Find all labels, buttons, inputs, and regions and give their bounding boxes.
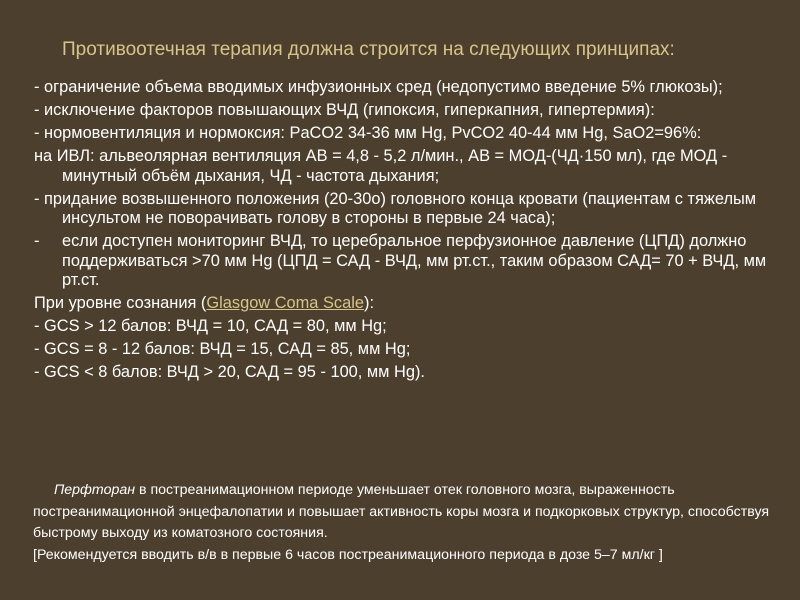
- bullet: -: [34, 232, 40, 250]
- glasgow-coma-scale-link[interactable]: Glasgow Coma Scale: [206, 294, 364, 312]
- note-recommendation: [Рекомендуется вводить в/в в первые 6 часов постреанимационного периода в дозе 5–7 мл/кг ]: [33, 546, 663, 563]
- slide-title: Противоотечная терапия должна строится на следующих принципах:: [62, 39, 675, 60]
- list-item: [34, 294, 774, 314]
- list-item: - исключение факторов повышающих ВЧД (гипоксия, гиперкапния, гипертермия):: [34, 101, 655, 119]
- slide-body: [34, 78, 774, 386]
- list-item: - GCS > 12 балов: ВЧД = 10, САД = 80, мм Hg;: [34, 317, 387, 335]
- list-item-text: если доступен мониторинг ВЧД, то церебральное перфузионное давление (ЦПД) должно поддерживаться >70 мм Hg (ЦПД = САД - ВЧД, мм рт.ст., таким образом САД= 70 + ВЧД, мм рт.ст.: [62, 232, 767, 289]
- list-item: - GCS = 8 - 12 балов: ВЧД = 15, САД = 85, мм Hg;: [34, 340, 411, 358]
- list-item: - нормовентиляция и нормоксия: PaCO2 34-36 мм Hg, PvCO2 40-44 мм Hg, SaO2=96%:: [34, 124, 702, 142]
- list-item: - придание возвышенного положения (20-30о) головного конца кровати (пациентам с тяжелым инсультом не поворачивать голову в стороны в первые 24 часа);: [34, 189, 757, 227]
- drug-name: Перфторан: [54, 482, 136, 498]
- note-paragraph: [33, 480, 783, 545]
- list-item: - ограничение объема вводимых инфузионных сред (недопустимо введение 5% глюкозы);: [34, 78, 723, 96]
- list-item: - GCS < 8 балов: ВЧД > 20, САД = 95 - 100, мм Hg).: [34, 363, 425, 381]
- note-text: в постреанимационном периоде уменьшает отек головного мозга, выраженность постреанимационной энцефалопатии и повышает активность коры мозга и подкорковых структур, способствуя быстрому выходу из коматозного состояния.: [33, 482, 770, 541]
- note-block: [33, 480, 783, 566]
- list-item: на ИВЛ: альвеолярная вентиляция АВ = 4,8 - 5,2 л/мин., АВ = МОД-(ЧД·150 мл), где МОД - минутный объём дыхания, ЧД - частота дыхания;: [34, 147, 728, 185]
- list-item-text: При уровне сознания (: [34, 294, 207, 312]
- list-item-text: ):: [363, 294, 374, 312]
- list-item: [34, 232, 774, 291]
